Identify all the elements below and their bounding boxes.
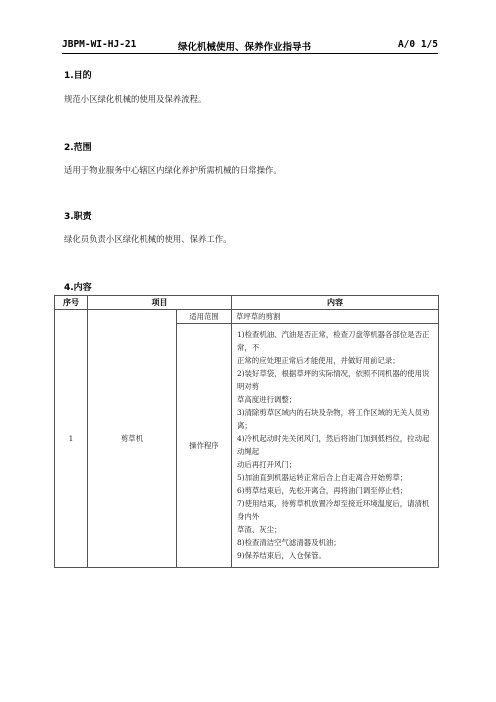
step-line: 草高度进行调整；	[237, 395, 297, 404]
table-row	[55, 310, 439, 324]
step-line: 3)清除剪草区域内的石块及杂物，将工作区域的无关人员劝离；	[237, 408, 430, 430]
step-line: 正常的应处理正常后才能使用，并做好用前记录；	[237, 356, 400, 365]
section-purpose-body: 规范小区绿化机械的使用及保养流程。	[64, 94, 207, 104]
revision-page: A/0 1/5	[397, 39, 438, 50]
row-no: 1	[55, 310, 88, 568]
header-item: 项目	[88, 296, 232, 310]
ops-steps	[232, 324, 439, 568]
section-duty-title: 3.职责	[64, 212, 92, 222]
header-no: 序号	[55, 296, 88, 310]
step-line: 草渣、灰尘；	[237, 525, 282, 534]
scope-value: 草坪草的剪割	[232, 310, 439, 324]
row-item: 剪草机	[88, 310, 177, 568]
step-line: 6)剪草结束后，先松开离合，再将油门调至停止档；	[237, 486, 408, 495]
step-line: 2)装好草袋，根据草坪的实际情况，依照不同机器的使用说明对剪	[237, 369, 430, 391]
table-header-row	[55, 296, 439, 310]
step-line: 5)加油直到机器运转正常后合上自走离合开始剪草；	[237, 473, 408, 482]
content-table	[54, 295, 439, 568]
section-scope-body: 适用于物业服务中心辖区内绿化养护所需机械的日常操作。	[64, 165, 282, 175]
document-title: 绿化机械使用、保养作业指导书	[178, 42, 312, 53]
section-purpose-title: 1.目的	[64, 71, 92, 81]
scope-label: 适用范围	[177, 310, 232, 324]
section-duty-body: 绿化员负责小区绿化机械的使用、保养工作。	[64, 234, 232, 244]
step-line: 动后再打开风门；	[237, 460, 297, 469]
section-content-title: 4.内容	[64, 283, 92, 293]
section-scope-title: 2.范围	[64, 143, 92, 153]
step-line: 1)检查机油、汽油是否正常，检查刀盘等机器各部位是否正常，不	[237, 330, 430, 352]
step-line: 7)使用结束，待剪草机放置冷却至接近环境温度后，请清机身内外	[237, 499, 430, 521]
header-content: 内容	[232, 296, 439, 310]
step-line: 9)保养结束后，入仓保管。	[237, 551, 326, 560]
document-header	[62, 37, 438, 54]
step-line: 4)冷机起动时先关闭风门，然后将油门加到低档位，拉动起动绳起	[237, 434, 430, 456]
ops-label: 操作程序	[177, 324, 232, 568]
document-code: JBPM-WI-HJ-21	[62, 39, 137, 50]
step-line: 8)检查清洁空气滤清器及机油；	[237, 538, 341, 547]
